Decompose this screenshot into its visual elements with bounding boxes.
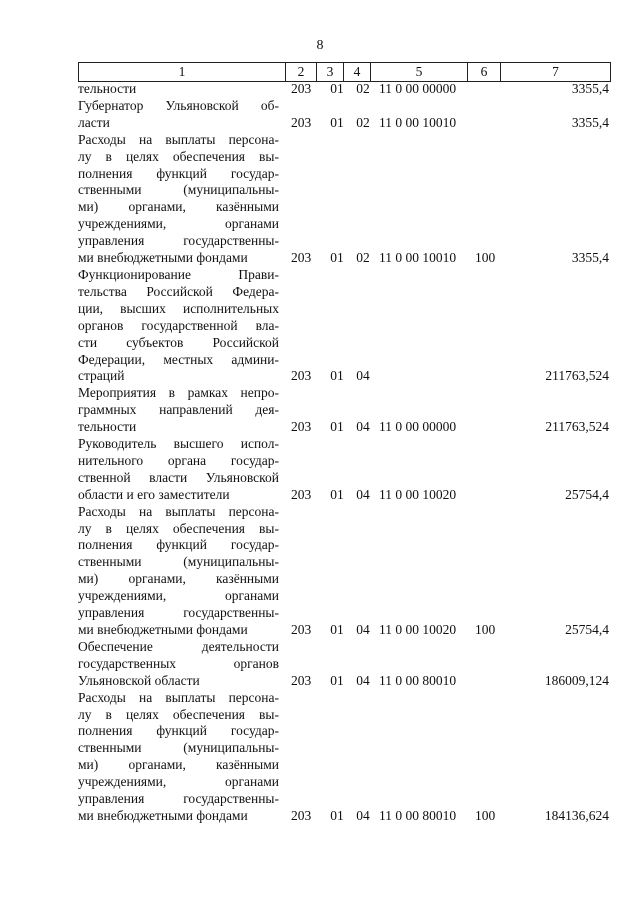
row-cell-c4: 04 (356, 807, 370, 823)
budget-rows (0, 81, 640, 825)
row-name-line: Расходы на выплаты персона- (78, 503, 279, 519)
page-number: 8 (316, 38, 324, 53)
header-col-2: 2 (286, 63, 317, 82)
row-cell-c3: 01 (330, 622, 344, 637)
table-row (0, 132, 640, 267)
table-row (0, 690, 640, 825)
row-cell-c3: 01 (330, 419, 344, 435)
row-name-line: лу в целях обеспечения вы- (78, 148, 279, 164)
row-cell-c2: 203 (291, 419, 312, 435)
row-cell-c7: 3355,4 (571, 250, 609, 266)
row-cell-c6: 100 (475, 622, 496, 637)
row-name-line: учреждениями, органами (78, 216, 279, 232)
row-cell-c5: 11 0 00 00000 (379, 81, 457, 96)
row-cell-c5: 11 0 00 10020 (379, 622, 457, 637)
row-name-line: ми внебюджетными фондами (78, 250, 248, 266)
row-name-line: Обеспечение деятельности (78, 638, 279, 654)
row-name-line: лу в целях обеспечения вы- (78, 520, 279, 536)
row-cell-c3: 01 (330, 807, 344, 823)
row-cell-c7: 211763,524 (545, 419, 609, 435)
row-cell-c5: 11 0 00 00000 (379, 419, 457, 435)
header-col-3: 3 (317, 63, 344, 82)
row-cell-c4: 04 (356, 419, 370, 435)
table-row (0, 639, 640, 690)
row-cell-c2: 203 (291, 81, 312, 96)
row-name-line: учреждениями, органами (78, 588, 279, 604)
row-cell-c4: 02 (356, 114, 370, 130)
row-name (78, 385, 279, 436)
row-name-line: полнения функций государ- (78, 165, 279, 181)
row-name-line: страций (78, 368, 125, 384)
row-cell-c2: 203 (291, 672, 312, 688)
row-name-line: полнения функций государ- (78, 537, 279, 553)
row-name-line: управления государственны- (78, 605, 279, 621)
row-cell-c2: 203 (291, 368, 312, 384)
row-cell-c6: 100 (475, 250, 496, 266)
row-name (78, 81, 279, 98)
row-name-line: ласти (78, 114, 110, 130)
row-name-line: управления государственны- (78, 791, 279, 807)
row-cell-c3: 01 (330, 368, 344, 384)
row-cell-c6: 100 (475, 807, 496, 823)
table-row (0, 504, 640, 639)
row-cell-c5: 11 0 00 80010 (379, 672, 457, 688)
header-col-7: 7 (501, 63, 611, 82)
row-name-line: ственными (муниципальны- (78, 740, 279, 756)
row-cell-c2: 203 (291, 622, 312, 637)
row-cell-c5: 11 0 00 10010 (379, 250, 457, 266)
row-name-line: тельства Российской Федера- (78, 283, 279, 299)
row-cell-c3: 01 (330, 114, 344, 130)
table-row (0, 385, 640, 436)
table-row (0, 436, 640, 504)
row-cell-c5: 11 0 00 10020 (379, 486, 457, 502)
row-cell-c4: 04 (356, 368, 370, 384)
row-cell-c2: 203 (291, 807, 312, 823)
row-name-line: учреждениями, органами (78, 774, 279, 790)
row-name (78, 267, 279, 385)
row-name-line: ми) органами, казёнными (78, 199, 279, 215)
row-name-line: Расходы на выплаты персона- (78, 131, 279, 147)
header-col-5: 5 (371, 63, 468, 82)
header-col-6: 6 (468, 63, 501, 82)
row-name-line: полнения функций государ- (78, 723, 279, 739)
row-name-line: ми) органами, казёнными (78, 571, 279, 587)
row-name-line: Мероприятия в рамках непро- (78, 385, 279, 401)
row-name-line: тельности (78, 81, 137, 96)
table-row (0, 267, 640, 385)
row-cell-c4: 02 (356, 81, 370, 96)
table-row (0, 98, 640, 132)
row-name-line: Расходы на выплаты персона- (78, 689, 279, 705)
row-name-line: ственной власти Ульяновской (78, 469, 279, 485)
row-cell-c4: 04 (356, 622, 370, 637)
row-cell-c2: 203 (291, 250, 312, 266)
row-name-line: государственных органов (78, 655, 279, 671)
row-name (78, 690, 279, 825)
row-name-line: ми внебюджетными фондами (78, 807, 248, 823)
row-name-line: ственными (муниципальны- (78, 182, 279, 198)
header-col-1: 1 (79, 63, 286, 82)
row-name-line: управления государственны- (78, 233, 279, 249)
row-name-line: сти субъектов Российской (78, 334, 279, 350)
row-name-line: ственными (муниципальны- (78, 554, 279, 570)
row-cell-c7: 184136,624 (544, 807, 609, 823)
row-name-line: тельности (78, 419, 137, 435)
row-name (78, 639, 279, 690)
row-cell-c3: 01 (330, 672, 344, 688)
row-name-line: Руководитель высшего испол- (78, 436, 279, 452)
row-cell-c7: 211763,524 (545, 368, 609, 384)
row-cell-c7: 3355,4 (571, 114, 609, 130)
row-name-line: ции, высших исполнительных (78, 300, 279, 316)
header-col-4: 4 (344, 63, 371, 82)
row-name-line: ми) органами, казёнными (78, 757, 279, 773)
row-cell-c4: 02 (356, 250, 370, 266)
row-cell-c3: 01 (330, 486, 344, 502)
row-cell-c3: 01 (330, 81, 344, 96)
row-name (78, 132, 279, 267)
row-cell-c7: 25754,4 (565, 622, 609, 637)
row-name-line: органов государственной вла- (78, 317, 279, 333)
row-cell-c3: 01 (330, 250, 344, 266)
row-cell-c4: 04 (356, 486, 370, 502)
row-name-line: Ульяновской области (78, 672, 200, 688)
row-cell-c2: 203 (291, 114, 312, 130)
row-name-line: Федерации, местных админи- (78, 351, 279, 367)
row-name-line: Функционирование Прави- (78, 266, 279, 282)
row-cell-c5: 11 0 00 80010 (379, 807, 457, 823)
row-name (78, 436, 279, 504)
row-cell-c7: 25754,4 (565, 486, 609, 502)
row-name (78, 504, 279, 639)
row-name-line: граммных направлений дея- (78, 402, 279, 418)
row-name-line: Губернатор Ульяновской об- (78, 97, 279, 113)
row-name-line: лу в целях обеспечения вы- (78, 706, 279, 722)
row-cell-c4: 04 (356, 672, 370, 688)
row-name-line: области и его заместители (78, 486, 230, 502)
row-cell-c5: 11 0 00 10010 (379, 114, 457, 130)
row-cell-c7: 186009,124 (544, 672, 609, 688)
row-cell-c7: 3355,4 (571, 81, 609, 96)
row-name-line: ми внебюджетными фондами (78, 622, 248, 637)
row-cell-c2: 203 (291, 486, 312, 502)
column-header-table (78, 62, 611, 82)
table-row (0, 81, 640, 98)
row-name-line: нительного органа государ- (78, 452, 279, 468)
row-name (78, 98, 279, 132)
